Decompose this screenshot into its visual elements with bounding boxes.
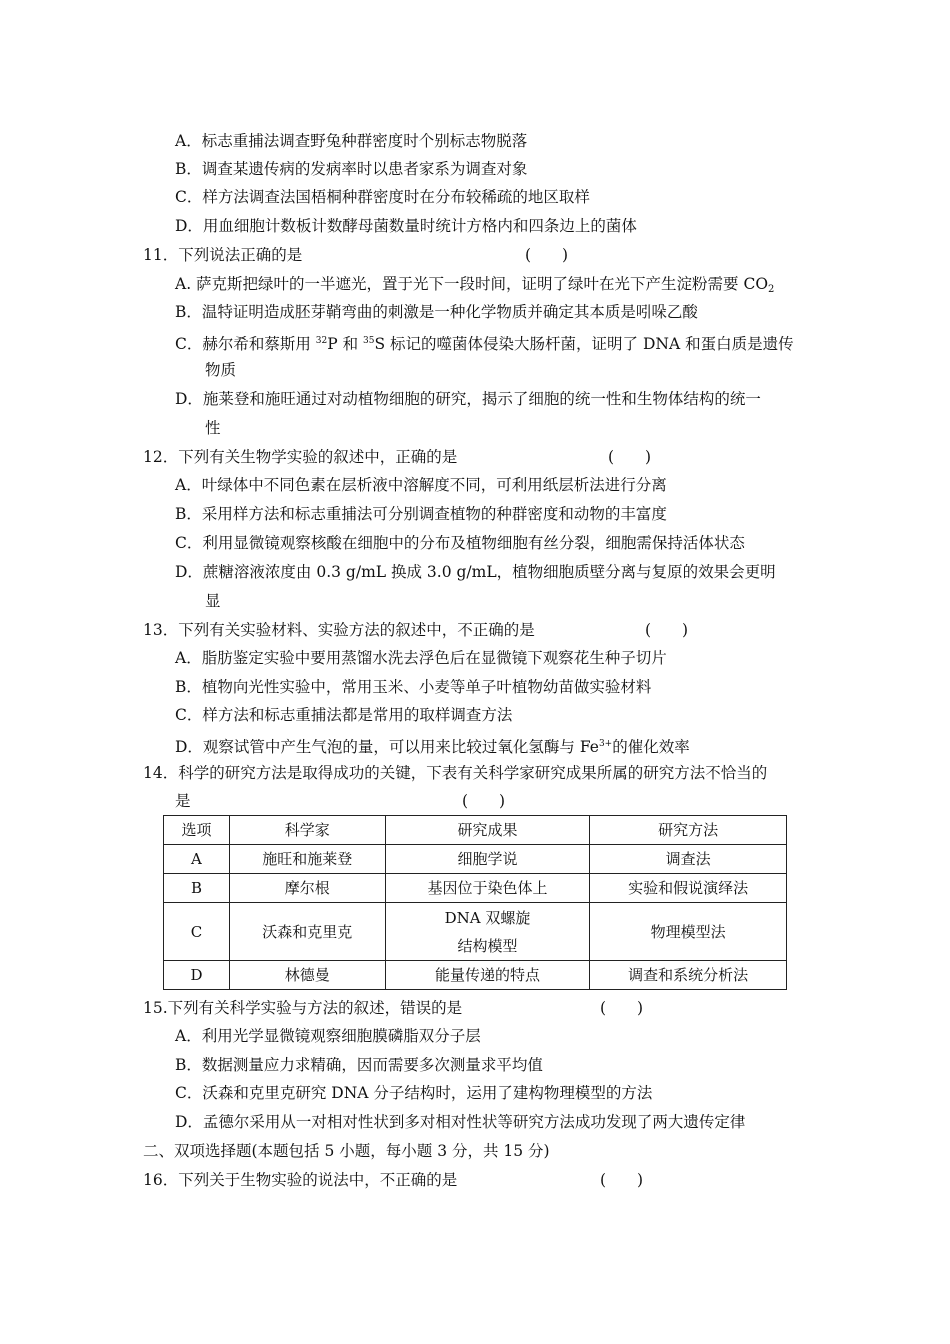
q15-stem: 15.下列有关科学实验与方法的叙述，错误的是: [143, 999, 463, 1017]
q11-option-d: D．施莱登和施旺通过对动植物细胞的研究，揭示了细胞的统一性和生物体结构的统一: [175, 390, 761, 408]
q12-option-a: A．叶绿体中不同色素在层析液中溶解度不同，可利用纸层析法进行分离: [175, 476, 667, 494]
q14-answer-paren: ( ): [462, 792, 506, 810]
table-row: [164, 874, 787, 903]
q12-option-d: D．蔗糖溶液浓度由 0.3 g/mL 换成 3.0 g/mL，植物细胞质壁分离与复原的效果会更明: [175, 563, 776, 581]
q13-option-d: D．观察试管中产生气泡的量，可以用来比较过氧化氢酶与 $Fe^{3+}$的催化效率: [175, 738, 690, 756]
q15-option-c: C．沃森和克里克研究 DNA 分子结构时，运用了建构物理模型的方法: [175, 1084, 653, 1102]
q12-answer-paren: ( ): [608, 448, 652, 466]
table-header-cell: 选项: [164, 816, 230, 845]
q10-option-d: D．用血细胞计数板计数酵母菌数量时统计方格内和四条边上的菌体: [175, 217, 637, 235]
q13-option-b: B．植物向光性实验中，常用玉米、小麦等单子叶植物幼苗做实验材料: [175, 678, 652, 696]
table-row: [164, 903, 787, 961]
q10-option-a: A．标志重捕法调查野兔种群密度时个别标志物脱落: [175, 132, 528, 150]
q12-stem: 12．下列有关生物学实验的叙述中，正确的是: [143, 448, 458, 466]
q15-option-a: A．利用光学显微镜观察细胞膜磷脂双分子层: [175, 1027, 481, 1045]
q12-option-d-continued: 显: [205, 592, 221, 610]
table-cell-option: C: [164, 903, 230, 961]
table-header-row: [164, 816, 787, 845]
table-cell-method: 调查和系统分析法: [590, 961, 787, 990]
table-cell-scientist: 林德曼: [229, 961, 385, 990]
q16-answer-paren: ( ): [600, 1171, 644, 1189]
table-header-cell: 科学家: [229, 816, 385, 845]
q10-option-c: C．样方法调查法国梧桐种群密度时在分布较稀疏的地区取样: [175, 188, 590, 206]
table-cell-result: DNA 双螺旋 结构模型: [385, 903, 590, 961]
table-cell-scientist: 摩尔根: [229, 874, 385, 903]
q11-option-a: A. 萨克斯把绿叶的一半遮光，置于光下一段时间，证明了绿叶在光下产生淀粉需要 $CO_2$: [175, 275, 775, 295]
q11-option-b: B．温特证明造成胚芽鞘弯曲的刺激是一种化学物质并确定其本质是吲哚乙酸: [175, 303, 698, 321]
q13-stem: 13．下列有关实验材料、实验方法的叙述中，不正确的是: [143, 621, 535, 639]
q11-option-c: C．赫尔希和蔡斯用 $^{32}$P 和 $^{35}$S 标记的噬菌体侵染大肠杆菌，证明了 DNA 和蛋白质是遗传: [175, 335, 794, 353]
table-cell-option: A: [164, 845, 230, 874]
table-cell-method: 实验和假说演绎法: [590, 874, 787, 903]
table-row: [164, 845, 787, 874]
section-heading: 二、双项选择题(本题包括 5 小题，每小题 3 分，共 15 分): [143, 1142, 550, 1160]
q11-option-d-continued: 性: [205, 419, 221, 437]
q12-option-b: B．采用样方法和标志重捕法可分别调查植物的种群密度和动物的丰富度: [175, 505, 667, 523]
table-cell-result: 细胞学说: [385, 845, 590, 874]
q15-answer-paren: ( ): [600, 999, 644, 1017]
q13-option-a: A．脂肪鉴定实验中要用蒸馏水洗去浮色后在显微镜下观察花生种子切片: [175, 649, 667, 667]
q14-stem: 14．科学的研究方法是取得成功的关键，下表有关科学家研究成果所属的研究方法不恰当的: [143, 764, 768, 782]
q13-option-c: C．样方法和标志重捕法都是常用的取样调查方法: [175, 706, 513, 724]
table-cell-method: 调查法: [590, 845, 787, 874]
q11-stem: 11．下列说法正确的是: [143, 246, 303, 264]
table-row: [164, 961, 787, 990]
q11-option-c-continued: 物质: [205, 361, 237, 379]
table-header-cell: 研究成果: [385, 816, 590, 845]
table-cell-result: 能量传递的特点: [385, 961, 590, 990]
table-cell-scientist: 施旺和施莱登: [229, 845, 385, 874]
q15-option-d: D．孟德尔采用从一对相对性状到多对相对性状等研究方法成功发现了两大遗传定律: [175, 1113, 746, 1131]
q14-stem-continued: 是: [175, 792, 191, 810]
table-cell-method: 物理模型法: [590, 903, 787, 961]
table-cell-result: 基因位于染色体上: [385, 874, 590, 903]
q16-stem: 16．下列关于生物实验的说法中，不正确的是: [143, 1171, 458, 1189]
table-header-cell: 研究方法: [590, 816, 787, 845]
q13-answer-paren: ( ): [645, 621, 689, 639]
table-cell-option: D: [164, 961, 230, 990]
table-cell-scientist: 沃森和克里克: [229, 903, 385, 961]
q10-option-b: B．调查某遗传病的发病率时以患者家系为调查对象: [175, 160, 528, 178]
q12-option-c: C．利用显微镜观察核酸在细胞中的分布及植物细胞有丝分裂，细胞需保持活体状态: [175, 534, 745, 552]
q11-answer-paren: ( ): [525, 246, 569, 264]
q15-option-b: B．数据测量应力求精确，因而需要多次测量求平均值: [175, 1056, 543, 1074]
table-cell-option: B: [164, 874, 230, 903]
q14-table: [163, 815, 787, 990]
